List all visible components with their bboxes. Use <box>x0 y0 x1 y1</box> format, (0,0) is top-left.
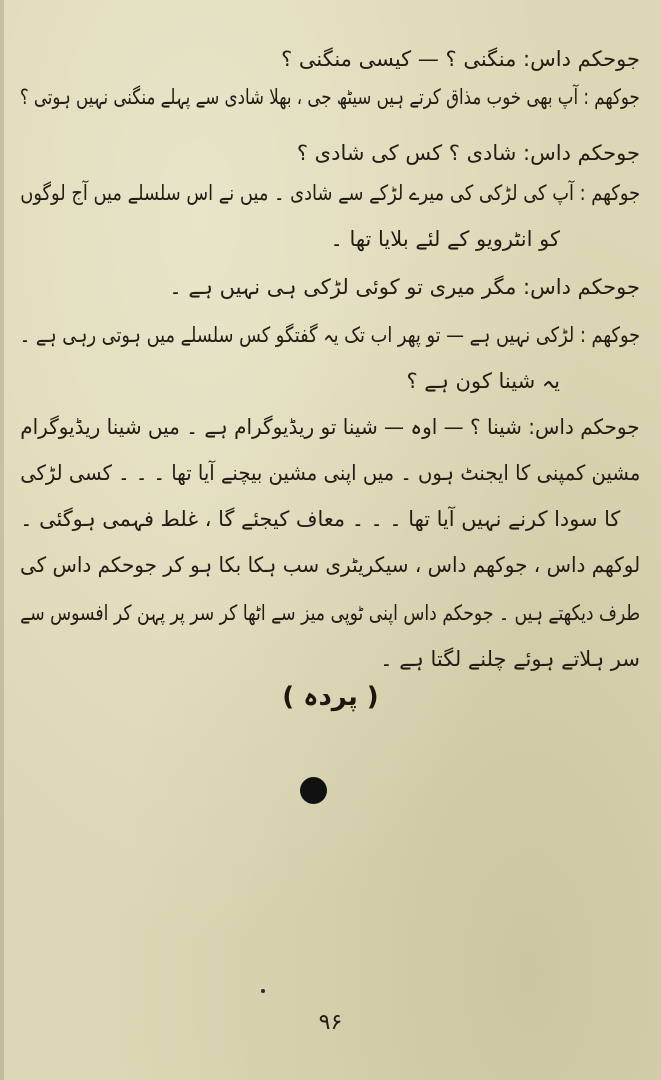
dialogue-line: کا سودا کرنے نہیں آیا تھا ۔ ۔ ۔ معاف کیجئے گا ، غلط فہمی ہوگئی ۔ <box>19 507 620 531</box>
ink-speck <box>261 989 265 993</box>
dialogue-line: جوکھم : آپ کی لڑکی کی میرے لڑکے سے شادی ۔ میں نے اس سلسلے میں آج لوگوں <box>20 181 640 205</box>
dialogue-line: جوکھم : لڑکی نہیں ہے — تو پھر اب تک یہ گفتگو کس سلسلے میں ہوتی رہی ہے ۔ <box>19 323 640 347</box>
dialogue-line: جوحکم داس: منگنی ؟ — کیسی منگنی ؟ <box>281 47 640 71</box>
dialogue-line: جوحکم داس: مگر میری تو کوئی لڑکی ہی نہیں ہے ۔ <box>169 275 640 299</box>
dialogue-line: جوکھم : آپ بھی خوب مذاق کرتے ہیں سیٹھ جی ، بھلا شادی سے پہلے منگنی نہیں ہوتی ؟ <box>20 85 640 109</box>
dialogue-line: یہ شینا کون ہے ؟ <box>406 369 560 393</box>
stage-direction-line: سر ہلاتے ہوئے چلنے لگتا ہے ۔ <box>380 647 640 671</box>
dialogue-line: مشین کمپنی کا ایجنٹ ہوں ۔ میں اپنی مشین بیچنے آیا تھا ۔ ۔ ۔ کسی لڑکی <box>19 461 640 485</box>
page-number: ۹۶ <box>318 1010 343 1035</box>
stage-direction-line: طرف دیکھتے ہیں ۔ جوحکم داس اپنی ٹوپی میز سے اٹھا کر سر پر پہن کر افسوس سے <box>19 601 640 625</box>
curtain-label: ( پردہ ) <box>282 682 379 712</box>
section-end-dot <box>300 777 327 804</box>
dialogue-line: جوحکم داس: شینا ؟ — اوہ — شینا تو ریڈیوگرام ہے ۔ میں شینا ریڈیوگرام <box>20 415 640 439</box>
dialogue-line: کو انٹرویو کے لئے بلایا تھا ۔ <box>330 227 560 251</box>
dialogue-line: جوحکم داس: شادی ؟ کس کی شادی ؟ <box>296 141 640 165</box>
stage-direction-line: لوکھم داس ، جوکھم داس ، سیکریٹری سب ہکا بکا ہو کر جوحکم داس کی <box>19 553 640 577</box>
